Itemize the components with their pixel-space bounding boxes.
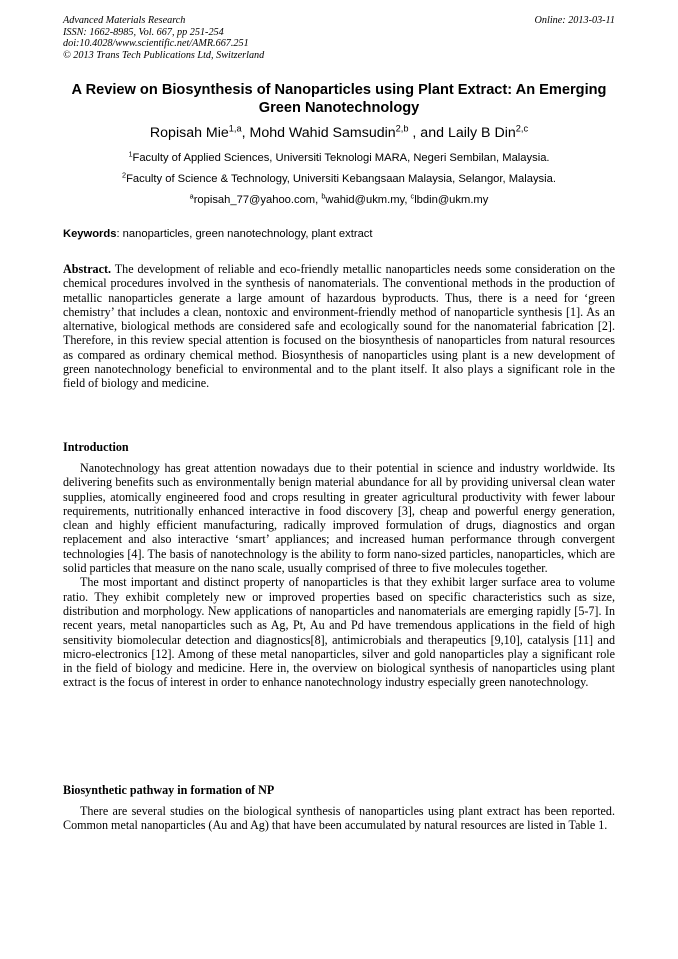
email-address[interactable]: wahid@ukm.my,	[325, 194, 411, 206]
journal-header	[63, 15, 615, 61]
author-affiliation-mark: 2,b	[395, 123, 409, 134]
affiliation-mark: 2	[122, 170, 127, 180]
affiliation-2	[63, 172, 615, 186]
author-separator: , and	[408, 125, 448, 141]
affiliation-text: Faculty of Applied Sciences, Universiti Teknologi MARA, Negeri Sembilan, Malaysia.	[132, 152, 550, 164]
introduction-body	[63, 461, 615, 690]
author-name: Mohd Wahid Samsudin	[249, 125, 396, 141]
author-list	[63, 124, 615, 142]
author-name: Ropisah Mie	[149, 125, 229, 141]
email-mark: a	[189, 191, 194, 201]
author-affiliation-mark: 1,a	[228, 123, 242, 134]
author-separator: ,	[241, 125, 250, 141]
abstract-label: Abstract.	[63, 262, 112, 276]
issn-line: ISSN: 1662-8985, Vol. 667, pp 251-254	[63, 26, 224, 38]
email-address[interactable]: lbdin@ukm.my	[414, 194, 489, 206]
email-mark: c	[410, 191, 415, 201]
copyright-line: © 2013 Trans Tech Publications Ltd, Switzerland	[63, 49, 265, 61]
journal-name: Advanced Materials Research	[63, 15, 186, 26]
paragraph: The most important and distinct property of nanoparticles is that they exhibit larger surface area to volume ratio. They exhibit completely new or improved properties based on specific characteristics such as size, distribution and morphology. New applications of nanoparticles and nanomaterials are emerging rapidly [5-7]. In recent years, metal nanoparticles such as Ag, Pt, Au and Pd have tremendous applications in the field of high sensitivity biomolecular detection and diagnostics[8], antimicrobials and therapeutics [9,10], catalysis [11] and micro-electronics [12]. Among of these metal nanoparticles, silver and gold nanoparticles play a significant role in the field of biology and medicine. Here in, the overview on biological synthesis of nanoparticles using plant extract is the focus of interest in order to enhance nanotechnology industry especially green nanotechnology.	[63, 575, 615, 690]
email-mark: b	[321, 191, 326, 201]
email-line	[63, 193, 615, 207]
paragraph: Nanotechnology has great attention nowadays due to their potential in science and industry worldwide. Its delivering benefits such as environmentally benign material abundance for all by providing universal clean water supplies, atomically engineered food and crops resulting in greater agricultural productivity with fewer labour requirements, nutritionally enhanced interactive in food discovery [3], cheap and powerful energy generation, clean and highly efficient manufacturing, radically improved formulation of drugs, diagnostics and organ replacement and also interactive ‘smart’ appliances; and increased human performance through convergent technologies [4]. The basis of nanotechnology is the ability to form nano-sized particles, nanoparticles, which are solid particles that measure on the nano scale, usually comprised of three to five molecules together.	[63, 461, 615, 576]
email-address[interactable]: ropisah_77@yahoo.com,	[193, 194, 322, 206]
author-name: Laily B Din	[447, 125, 516, 141]
biosynthetic-body	[63, 804, 615, 833]
affiliation-mark: 1	[128, 149, 133, 159]
affiliation-text: Faculty of Science & Technology, Universiti Kebangsaan Malaysia, Selangor, Malaysia.	[126, 173, 556, 185]
paragraph: There are several studies on the biological synthesis of nanoparticles using plant extract has been reported. Common metal nanoparticles (Au and Ag) that have been accumulated by natural resources are listed in Table 1.	[63, 804, 615, 833]
online-date: Online: 2013-03-11	[534, 15, 615, 26]
section-heading-introduction: Introduction	[63, 440, 129, 454]
author-affiliation-mark: 2,c	[515, 123, 529, 134]
affiliation-1	[63, 151, 615, 165]
keywords	[63, 227, 615, 241]
abstract	[63, 262, 615, 391]
keywords-text: : nanoparticles, green nanotechnology, plant extract	[116, 228, 373, 240]
section-heading-biosynthetic: Biosynthetic pathway in formation of NP	[63, 783, 275, 797]
paper-title: A Review on Biosynthesis of Nanoparticles using Plant Extract: An Emerging Green Nanotechnology	[71, 82, 607, 116]
abstract-text: The development of reliable and eco-friendly metallic nanoparticles needs some consideration on the chemical procedures involved in the synthesis of nanomaterials. The conventional methods in the production of metallic nanoparticles generate a large amount of hazardous byproducts. Thus, there is a need for ‘green chemistry’ that includes a clean, nontoxic and environment-friendly method of nanoparticle synthesis [1]. As an alternative, biological methods are considered safe and ecologically sound for the nanomaterial fabrication [2]. Therefore, in this review special attention is focused on the biosynthesis of nanoparticles from natural resources as compared as ordinary chemical method. Biosynthesis of nanoparticles using plant is a new development of green nanotechnology beneficial to environmental and to the plant itself. It also plays a significant role in the field of biology and medicine.	[63, 262, 615, 391]
keywords-label: Keywords	[63, 228, 117, 240]
doi-line: doi:10.4028/www.scientific.net/AMR.667.251	[63, 38, 249, 50]
